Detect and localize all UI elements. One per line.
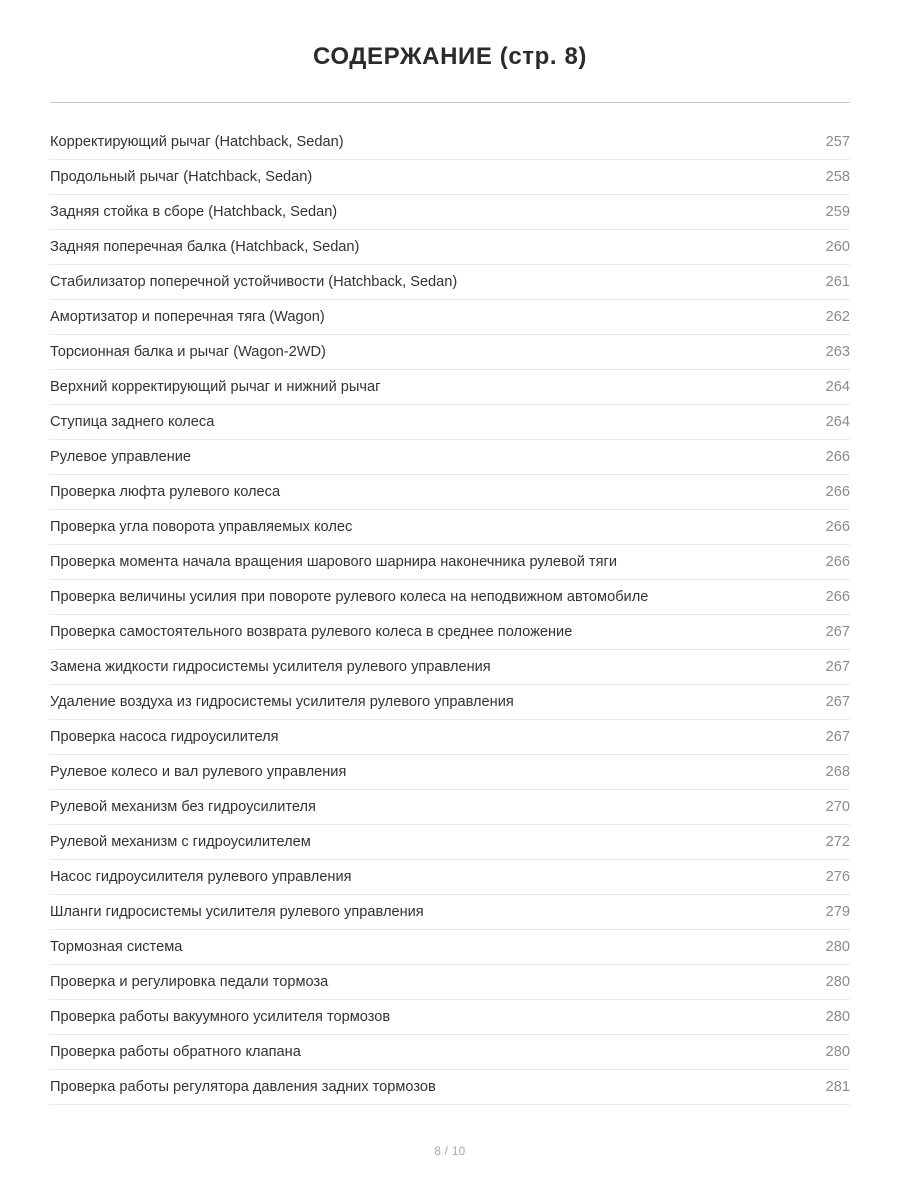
toc-row[interactable] <box>50 650 850 685</box>
toc-entry-page-number: 264 <box>826 405 850 440</box>
table-of-contents <box>50 125 850 1105</box>
toc-entry-title[interactable]: Проверка насоса гидроусилителя <box>50 720 826 755</box>
toc-entry-page-number: 280 <box>826 1035 850 1070</box>
toc-entry-page-number: 264 <box>826 370 850 405</box>
toc-row[interactable] <box>50 580 850 615</box>
toc-entry-title[interactable]: Проверка работы регулятора давления задних тормозов <box>50 1070 826 1105</box>
toc-entry-title[interactable]: Проверка работы обратного клапана <box>50 1035 826 1070</box>
toc-entry-page-number: 258 <box>826 160 850 195</box>
toc-row[interactable] <box>50 405 850 440</box>
toc-entry-page-number: 281 <box>826 1070 850 1105</box>
toc-row[interactable] <box>50 125 850 160</box>
toc-entry-page-number: 257 <box>826 125 850 160</box>
toc-entry-title[interactable]: Проверка и регулировка педали тормоза <box>50 965 826 1000</box>
toc-entry-page-number: 267 <box>826 720 850 755</box>
toc-entry-title[interactable]: Проверка момента начала вращения шарового шарнира наконечника рулевой тяги <box>50 545 826 580</box>
page-footer: 8 / 10 <box>434 1146 466 1158</box>
toc-row[interactable] <box>50 475 850 510</box>
toc-row[interactable] <box>50 860 850 895</box>
toc-row[interactable] <box>50 895 850 930</box>
toc-entry-title[interactable]: Проверка работы вакуумного усилителя тормозов <box>50 1000 826 1035</box>
toc-row[interactable] <box>50 965 850 1000</box>
toc-entry-page-number: 280 <box>826 1000 850 1035</box>
toc-entry-title[interactable]: Шланги гидросистемы усилителя рулевого управления <box>50 895 826 930</box>
toc-entry-title[interactable]: Проверка величины усилия при повороте рулевого колеса на неподвижном автомобиле <box>50 580 826 615</box>
title-divider <box>50 102 850 103</box>
toc-entry-page-number: 260 <box>826 230 850 265</box>
page-title: СОДЕРЖАНИЕ (стр. 8) <box>313 43 587 70</box>
toc-entry-title[interactable]: Замена жидкости гидросистемы усилителя рулевого управления <box>50 650 826 685</box>
toc-entry-title[interactable]: Верхний корректирующий рычаг и нижний рычаг <box>50 370 826 405</box>
toc-entry-title[interactable]: Проверка самостоятельного возврата рулевого колеса в среднее положение <box>50 615 826 650</box>
toc-row[interactable] <box>50 685 850 720</box>
toc-entry-page-number: 267 <box>826 685 850 720</box>
toc-row[interactable] <box>50 440 850 475</box>
toc-row[interactable] <box>50 755 850 790</box>
toc-entry-page-number: 268 <box>826 755 850 790</box>
toc-entry-page-number: 266 <box>826 510 850 545</box>
toc-entry-page-number: 280 <box>826 965 850 1000</box>
toc-row[interactable] <box>50 1070 850 1105</box>
toc-entry-title[interactable]: Торсионная балка и рычаг (Wagon-2WD) <box>50 335 826 370</box>
toc-row[interactable] <box>50 265 850 300</box>
toc-row[interactable] <box>50 930 850 965</box>
toc-entry-page-number: 270 <box>826 790 850 825</box>
toc-body <box>50 125 850 1105</box>
toc-entry-page-number: 261 <box>826 265 850 300</box>
toc-entry-title[interactable]: Ступица заднего колеса <box>50 405 826 440</box>
toc-row[interactable] <box>50 335 850 370</box>
toc-entry-title[interactable]: Проверка угла поворота управляемых колес <box>50 510 826 545</box>
toc-entry-title[interactable]: Амортизатор и поперечная тяга (Wagon) <box>50 300 826 335</box>
toc-row[interactable] <box>50 160 850 195</box>
toc-entry-title[interactable]: Рулевое колесо и вал рулевого управления <box>50 755 826 790</box>
toc-entry-title[interactable]: Насос гидроусилителя рулевого управления <box>50 860 826 895</box>
toc-entry-title[interactable]: Тормозная система <box>50 930 826 965</box>
toc-entry-title[interactable]: Продольный рычаг (Hatchback, Sedan) <box>50 160 826 195</box>
toc-entry-title[interactable]: Рулевой механизм без гидроусилителя <box>50 790 826 825</box>
toc-row[interactable] <box>50 195 850 230</box>
toc-entry-page-number: 266 <box>826 440 850 475</box>
toc-entry-page-number: 266 <box>826 475 850 510</box>
toc-entry-title[interactable]: Рулевой механизм с гидроусилителем <box>50 825 826 860</box>
toc-entry-title[interactable]: Проверка люфта рулевого колеса <box>50 475 826 510</box>
toc-entry-page-number: 259 <box>826 195 850 230</box>
toc-entry-page-number: 267 <box>826 615 850 650</box>
toc-row[interactable] <box>50 370 850 405</box>
toc-entry-page-number: 276 <box>826 860 850 895</box>
toc-entry-page-number: 272 <box>826 825 850 860</box>
toc-row[interactable] <box>50 545 850 580</box>
toc-entry-title[interactable]: Рулевое управление <box>50 440 826 475</box>
toc-row[interactable] <box>50 230 850 265</box>
toc-entry-page-number: 279 <box>826 895 850 930</box>
toc-entry-title[interactable]: Стабилизатор поперечной устойчивости (Hatchback, Sedan) <box>50 265 826 300</box>
toc-entry-page-number: 266 <box>826 580 850 615</box>
toc-entry-title[interactable]: Задняя поперечная балка (Hatchback, Sedan) <box>50 230 826 265</box>
toc-entry-page-number: 267 <box>826 650 850 685</box>
toc-row[interactable] <box>50 825 850 860</box>
toc-row[interactable] <box>50 1035 850 1070</box>
toc-entry-page-number: 263 <box>826 335 850 370</box>
toc-row[interactable] <box>50 615 850 650</box>
toc-row[interactable] <box>50 510 850 545</box>
toc-entry-page-number: 280 <box>826 930 850 965</box>
toc-row[interactable] <box>50 790 850 825</box>
toc-entry-title[interactable]: Задняя стойка в сборе (Hatchback, Sedan) <box>50 195 826 230</box>
toc-entry-title[interactable]: Удаление воздуха из гидросистемы усилителя рулевого управления <box>50 685 826 720</box>
toc-entry-page-number: 266 <box>826 545 850 580</box>
toc-entry-title[interactable]: Корректирующий рычаг (Hatchback, Sedan) <box>50 125 826 160</box>
toc-row[interactable] <box>50 1000 850 1035</box>
toc-row[interactable] <box>50 720 850 755</box>
toc-entry-page-number: 262 <box>826 300 850 335</box>
toc-row[interactable] <box>50 300 850 335</box>
